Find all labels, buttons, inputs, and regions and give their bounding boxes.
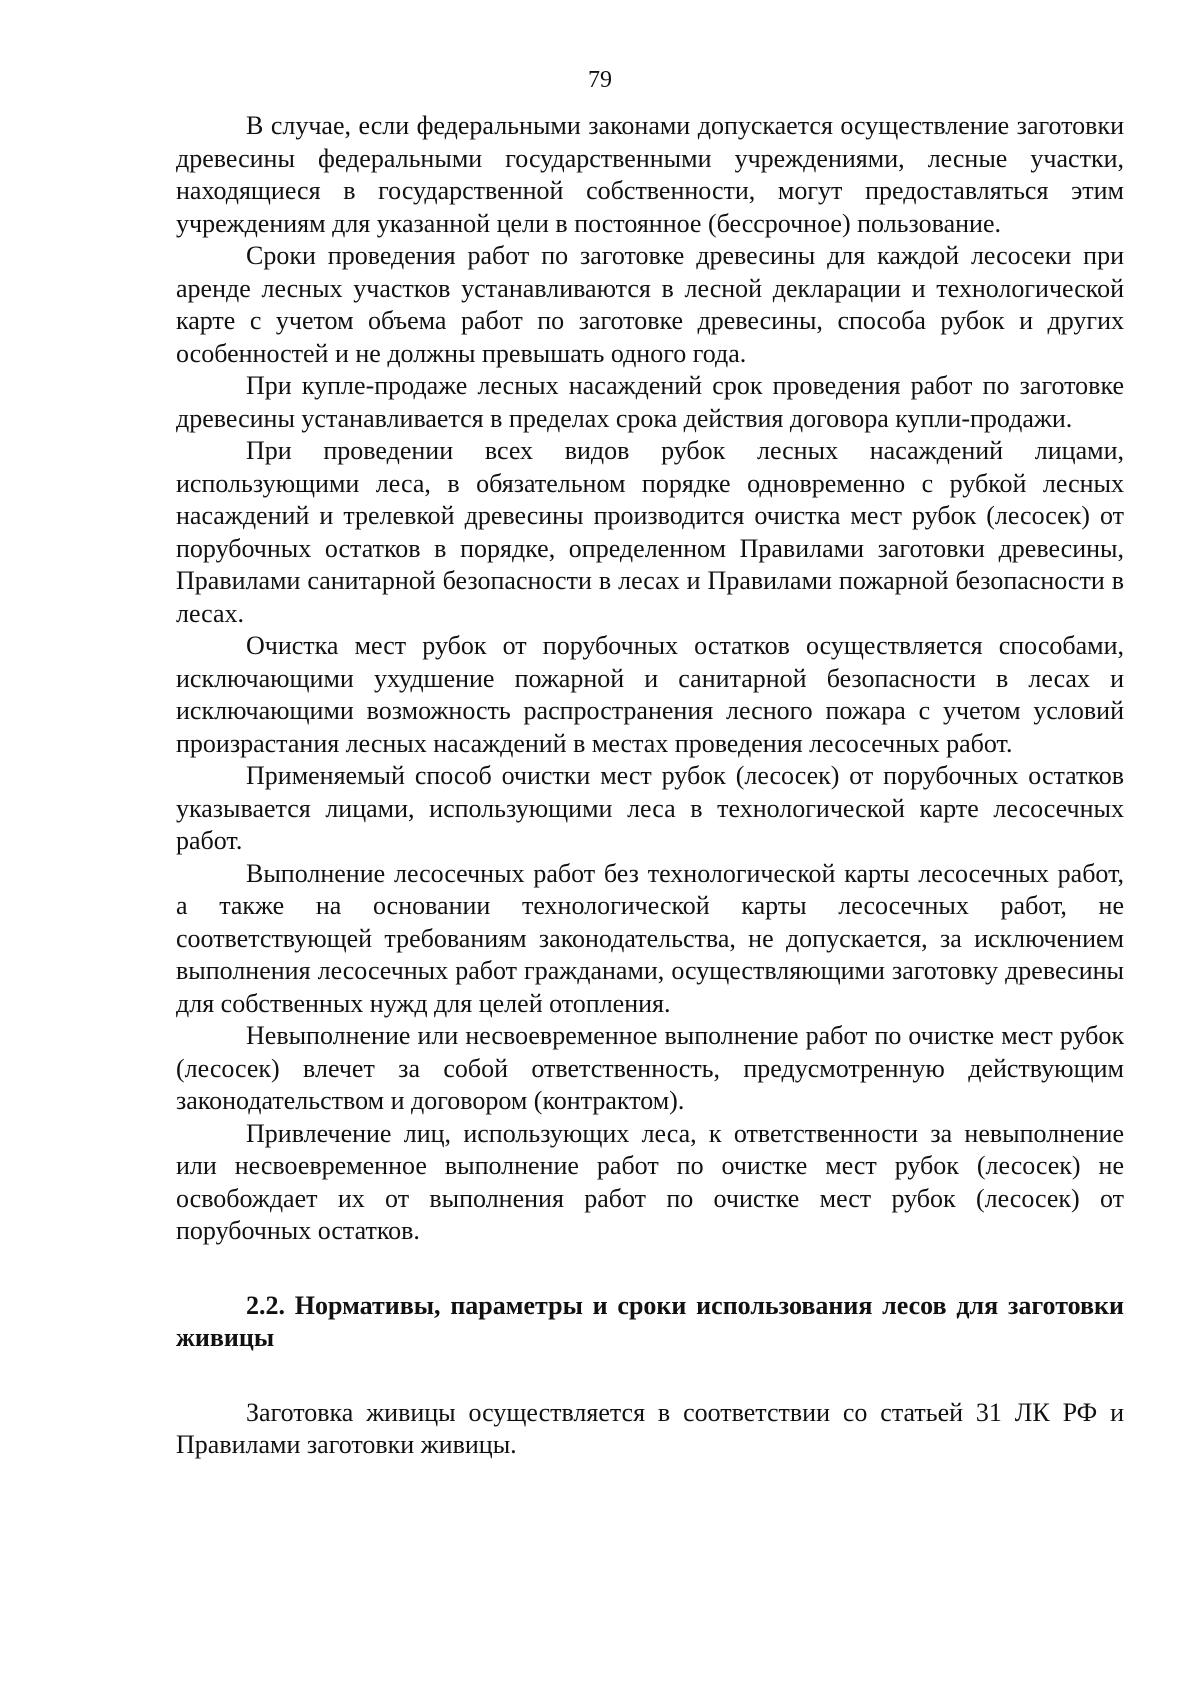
paragraph-work-without-tech-map: Выполнение лесосечных работ без технологической карты лесосечных работ, а также на основании технологической карты лесосечных работ, не соответствующей требованиям законодательства, не допускается, за исключением выполнения лесосечных работ гражданами, осуществляющими заготовку древесины для собственных нужд для целей отопления. xyxy=(176,858,1124,1018)
paragraph-cleaning-residues: При проведении всех видов рубок лесных насаждений лицами, использующими леса, в обязательном порядке одновременно с рубкой лесных насаждений и трелевкой древесины производится очистка мест рубок (лесосек) от порубочных остатков в порядке, определенном Правилами заготовки древесины, Правилами санитарной безопасности в лесах и Правилами пожарной безопасности в лесах. xyxy=(176,436,1124,628)
paragraph-cleaning-methods: Очистка мест рубок от порубочных остатков осуществляется способами, исключающими ухудшение пожарной и санитарной безопасности в лесах и исключающими возможность распространения лесного пожара с учетом условий произрастания лесных насаждений в местах проведения лесосечных работ. xyxy=(176,631,1124,758)
paragraph-method-in-tech-map: Применяемый способ очистки мест рубок (лесосек) от порубочных остатков указывается лицами, использующими леса в технологической карте лесосечных работ. xyxy=(176,761,1124,855)
section-heading-2-2: 2.2. Нормативы, параметры и сроки использования лесов для заготовки живицы xyxy=(176,1290,1124,1352)
paragraph-purchase-sale-term: При купле-продаже лесных насаждений срок проведения работ по заготовке древесины устанавливается в пределах срока действия договора купли-продажи. xyxy=(176,371,1124,433)
paragraph-resin-harvesting: Заготовка живицы осуществляется в соответствии со статьей 31 ЛК РФ и Правилами заготовки живицы. xyxy=(176,1397,1124,1459)
paragraph-liability: Невыполнение или несвоевременное выполнение работ по очистке мест рубок (лесосек) влечет за собой ответственность, предусмотренную действующим законодательством и договором (контрактом). xyxy=(176,1021,1124,1115)
paragraph-liability-no-release: Привлечение лиц, использующих леса, к ответственности за невыполнение или несвоевременное выполнение работ по очистке мест рубок (лесосек) не освобождает их от выполнения работ по очистке мест рубок (лесосек) от порубочных остатков. xyxy=(176,1118,1124,1245)
document-body xyxy=(176,110,1124,1462)
paragraph-federal-institutions: В случае, если федеральными законами допускается осуществление заготовки древесины федеральными государственными учреждениями, лесные участки, находящиеся в государственной собственности, могут предоставляться этим учреждениям для указанной цели в постоянное (бессрочное) пользование. xyxy=(176,111,1124,238)
page-number: 79 xyxy=(588,67,612,93)
paragraph-work-deadlines-lease: Сроки проведения работ по заготовке древесины для каждой лесосеки при аренде лесных участков устанавливаются в лесной декларации и технологической карте с учетом объема работ по заготовке древесины, способа рубок и других особенностей и не должны превышать одного года. xyxy=(176,241,1124,368)
